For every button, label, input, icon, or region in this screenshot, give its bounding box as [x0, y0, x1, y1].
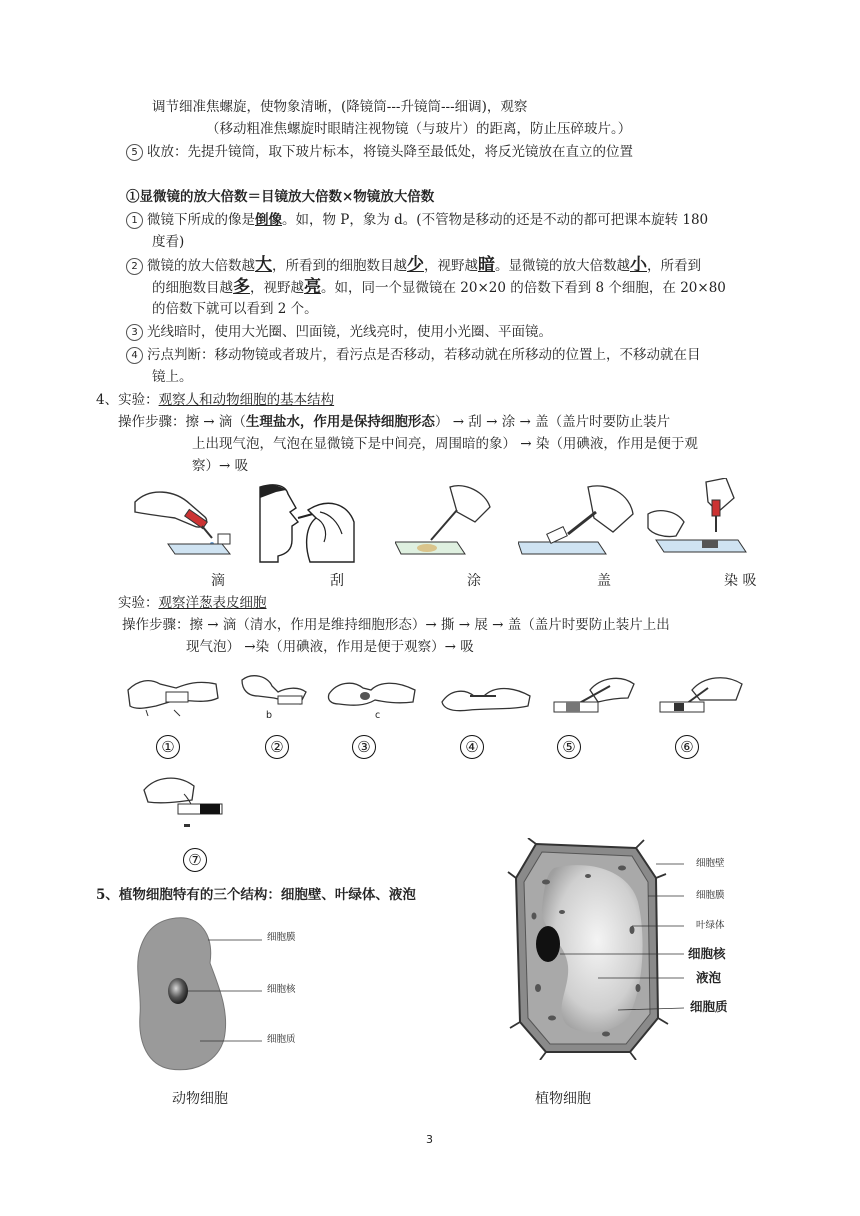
section-title: 观察洋葱表皮细胞 [158, 595, 267, 611]
cell-label: 细胞核 [688, 946, 726, 961]
cell-label: 细胞质 [690, 999, 728, 1014]
text-span: 的细胞数目越 [152, 280, 233, 296]
emphasis-text: 少 [407, 255, 424, 275]
list-item [126, 322, 552, 342]
step-caption: 刮 [330, 573, 344, 589]
emphasis-text: 倒像 [255, 212, 282, 228]
section-heading: ①显微镜的放大倍数＝目镜放大倍数×物镜放大倍数 [126, 189, 435, 205]
svg-text:b: b [266, 710, 273, 720]
text-span: 。如，物 P，象为 d。(不管物是移动的还是不动的都可把课本旋转 180 [282, 212, 709, 228]
emphasis-text: 暗 [478, 255, 495, 275]
section-heading [118, 593, 267, 613]
text-span: 微镜的放大倍数越 [147, 258, 255, 274]
list-item [126, 255, 701, 276]
cell-label: 细胞核 [267, 984, 296, 995]
text-line [118, 412, 670, 432]
text-line: 察）→ 吸 [192, 458, 249, 474]
text-line [152, 277, 726, 298]
cell-label: 细胞膜 [696, 890, 725, 901]
svg-text:c: c [375, 710, 381, 720]
emphasis-text: 大 [255, 255, 272, 275]
cover-step-illustration [518, 482, 636, 562]
onion-step-number: ② [265, 735, 289, 759]
onion-step-number: ⑤ [557, 735, 581, 759]
plant-cell-caption: 植物细胞 [535, 1091, 591, 1107]
smear-step-illustration [395, 482, 495, 562]
text-span: ，所看到 [647, 258, 701, 274]
text-span: ，视野越 [424, 258, 478, 274]
plant-cell-diagram [506, 838, 684, 1060]
text-line: 操作步骤：擦 → 滴（清水，作用是维持细胞形态）→ 撕 → 展 → 盖（盖片时要防止装片上出 [122, 617, 670, 633]
step-caption: 染 吸 [724, 573, 757, 589]
text-span: ） → 刮 → 涂 → 盖（盖片时要防止装片 [434, 414, 671, 430]
onion-step-number: ① [156, 735, 180, 759]
list-number: 2 [126, 258, 143, 275]
step-caption: 滴 [211, 573, 225, 589]
step-caption: 涂 [467, 573, 481, 589]
stain-step-illustration [646, 478, 752, 564]
emphasis-text: 多 [233, 277, 250, 297]
text-span: 污点判断：移动物镜或者玻片，看污点是否移动，若移动就在所移动的位置上，不移动就在目 [147, 347, 701, 363]
emphasis-text: 亮 [304, 277, 321, 297]
onion-step-6-illustration [656, 670, 746, 720]
text-line [126, 142, 633, 162]
onion-step-1-illustration [126, 670, 224, 718]
page-number: 3 [426, 1133, 433, 1146]
list-number: 4 [126, 347, 143, 364]
cell-label: 细胞壁 [696, 858, 725, 869]
text-line: 的倍数下就可以看到 2 个。 [152, 301, 318, 317]
section-heading [96, 390, 334, 410]
text-span: 操作步骤：擦 → 滴（ [118, 414, 246, 430]
list-item [126, 345, 701, 365]
cell-label: 细胞膜 [267, 932, 296, 943]
scrape-step-illustration [258, 482, 358, 564]
onion-step-number: ⑦ [183, 848, 207, 872]
text-span: 4、实验： [96, 392, 159, 408]
emphasis-text: 生理盐水，作用是保持细胞形态 [245, 414, 435, 430]
animal-cell-caption: 动物细胞 [172, 1091, 228, 1107]
text-span: 收放：先提升镜筒，取下玻片标本，将镜头降至最低处，将反光镜放在直立的位置 [147, 144, 633, 160]
list-item [126, 210, 708, 230]
text-span: ，视野越 [250, 280, 304, 296]
onion-step-5-illustration [550, 670, 638, 720]
text-line: 度看) [152, 234, 185, 250]
section-heading: 5、植物细胞特有的三个结构：细胞壁、叶绿体、液泡 [96, 887, 416, 903]
onion-step-4-illustration [440, 672, 534, 718]
text-line: 镜上。 [152, 369, 193, 385]
cell-label: 叶绿体 [696, 920, 725, 931]
text-line: （移动粗准焦螺旋时眼睛注视物镜（与玻片）的距离，防止压碎玻片。） [206, 121, 632, 137]
onion-step-number: ⑥ [675, 735, 699, 759]
list-number: 1 [126, 212, 143, 229]
text-line: 调节细准焦螺旋，使物象清晰，(降镜筒---升镜筒---细调)，观察 [152, 99, 528, 115]
text-span: 微镜下所成的像是 [147, 212, 255, 228]
text-span: 。如，同一个显微镜在 20×20 的倍数下看到 8 个细胞，在 20×80 [321, 280, 726, 296]
cell-label: 液泡 [696, 970, 722, 985]
text-line: 上出现气泡，气泡在显微镜下是中间亮，周围暗的象） → 染（用碘液，作用是便于观 [192, 436, 698, 452]
section-title: 观察人和动物细胞的基本结构 [158, 392, 335, 408]
onion-step-number: ④ [460, 735, 484, 759]
text-line: 现气泡） →染（用碘液，作用是便于观察）→ 吸 [186, 639, 474, 655]
onion-step-2-illustration [238, 670, 310, 720]
text-span: 光线暗时，使用大光圈、凹面镜，光线亮时，使用小光圈、平面镜。 [147, 324, 552, 340]
drip-step-illustration [130, 482, 235, 562]
step-caption: 盖 [597, 573, 611, 589]
onion-step-7-illustration [138, 772, 228, 832]
onion-step-3-illustration [325, 670, 420, 720]
onion-step-number: ③ [352, 735, 376, 759]
list-number: 5 [126, 144, 143, 161]
text-span: 实验： [118, 595, 159, 611]
list-number: 3 [126, 324, 143, 341]
text-span: ，所看到的细胞数目越 [272, 258, 407, 274]
cell-label: 细胞质 [267, 1034, 296, 1045]
text-span: 。显微镜的放大倍数越 [495, 258, 630, 274]
emphasis-text: 小 [630, 255, 647, 275]
